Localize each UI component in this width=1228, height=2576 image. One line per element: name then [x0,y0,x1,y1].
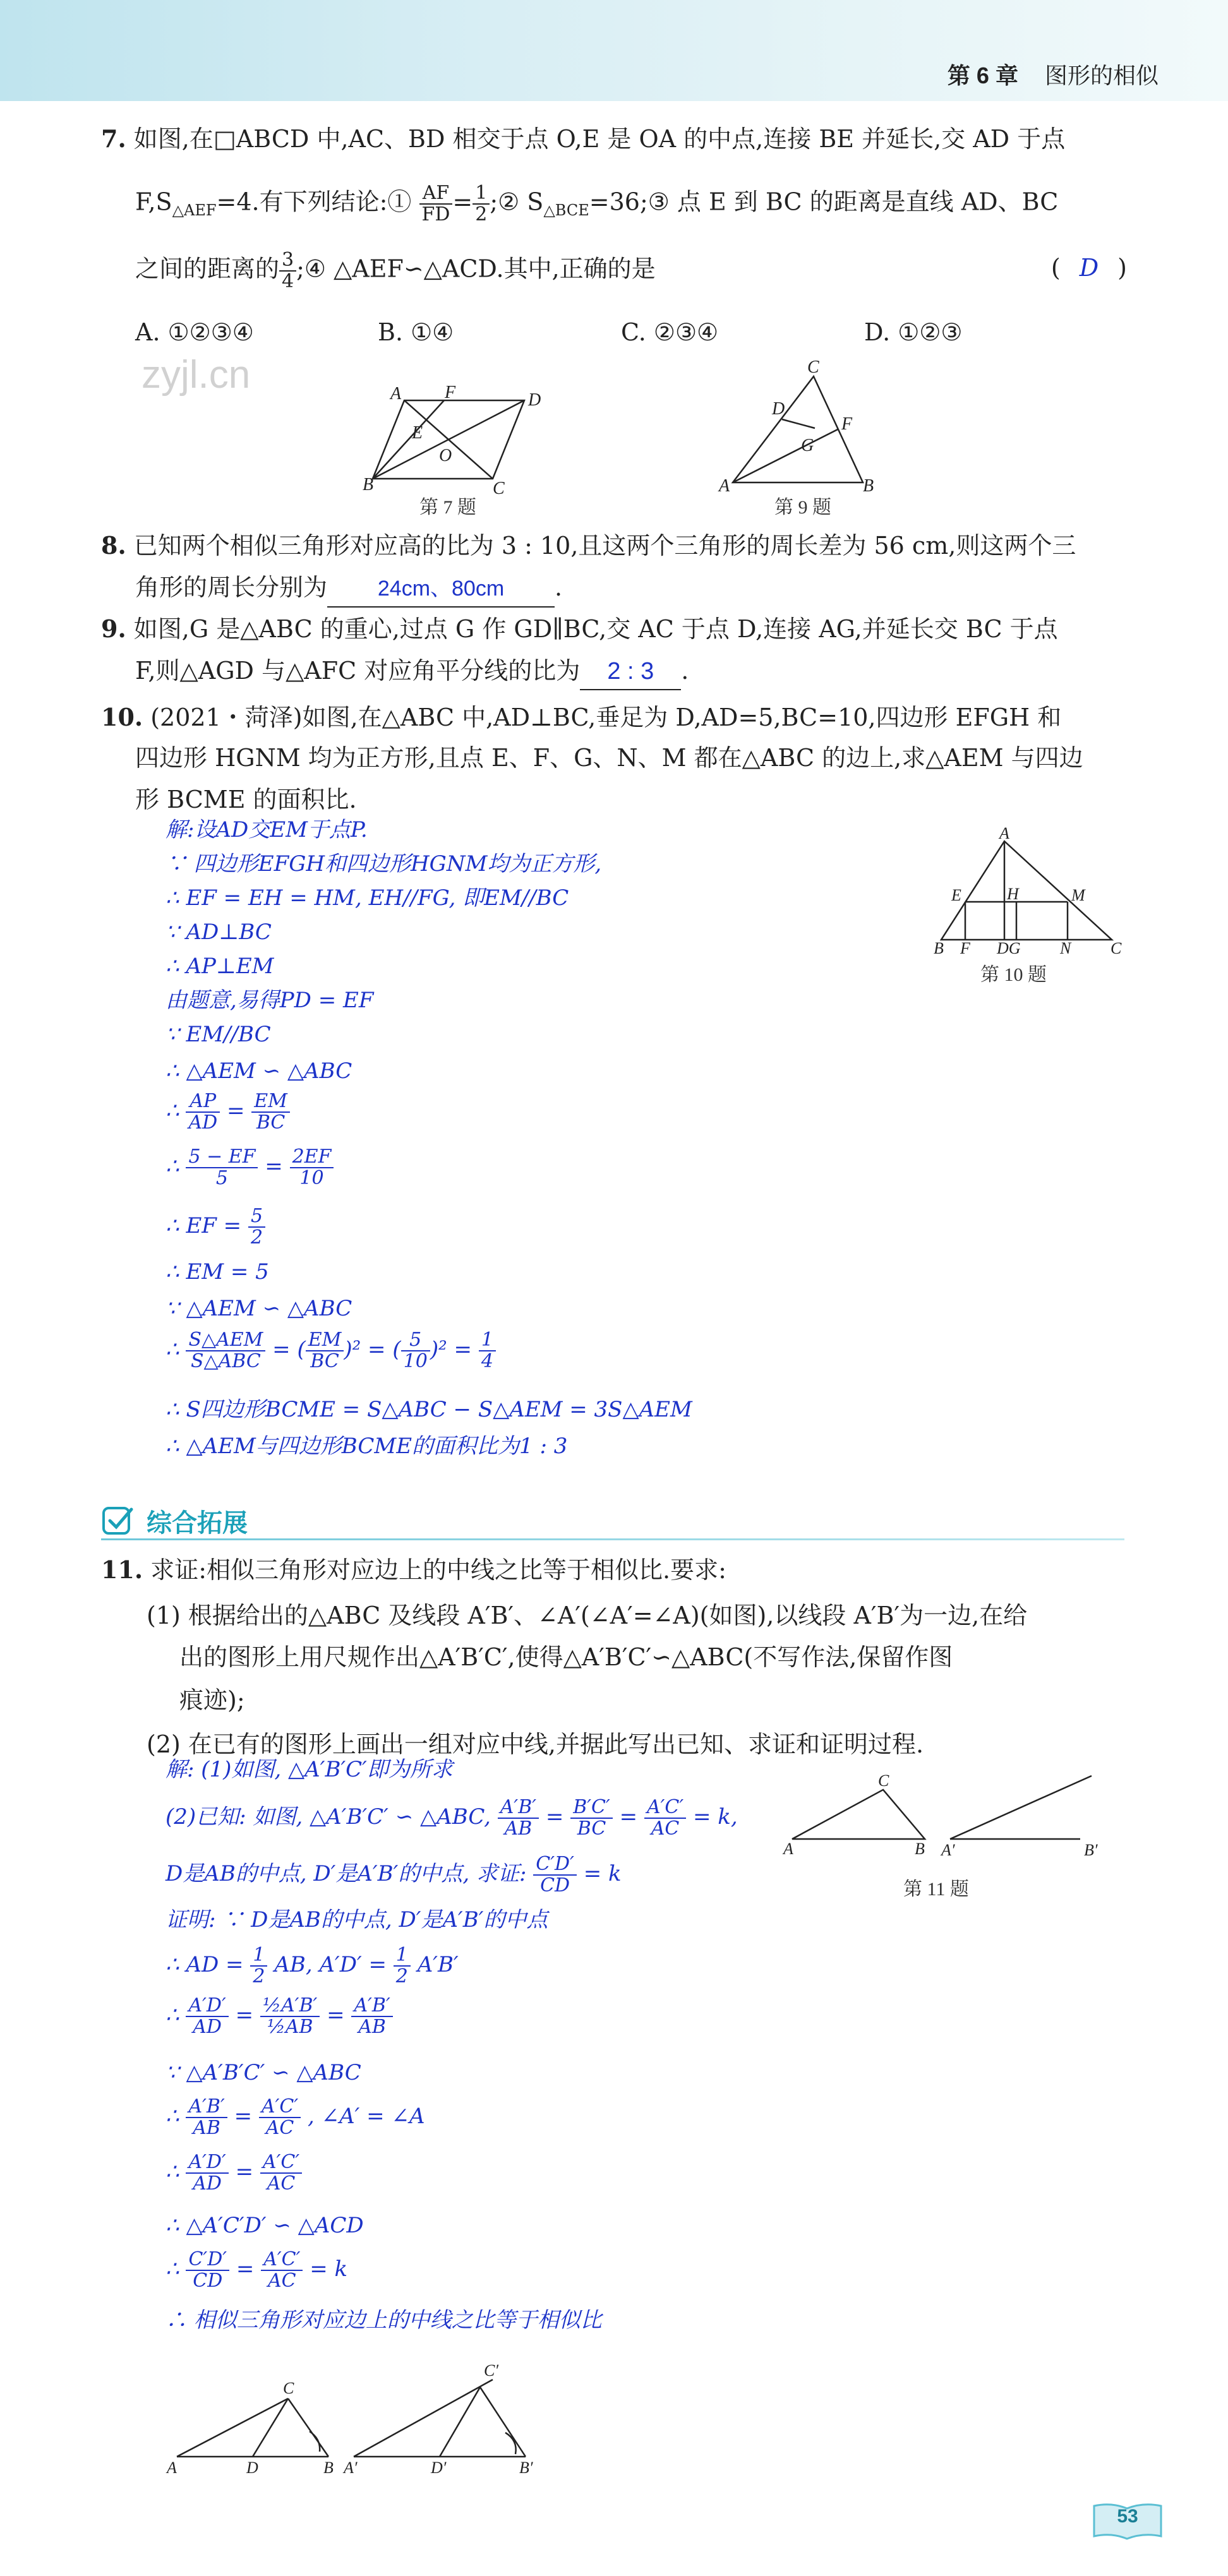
numerator: A′B′ [186,2097,227,2118]
fraction [186,2097,227,2138]
denominator: 2 [253,1965,265,1987]
denominator: AD [193,2172,222,2195]
fraction [401,1330,430,1372]
section-divider [101,1538,1124,1540]
label-d: D [772,399,785,419]
q7-subscript: △AEF [172,201,217,220]
denominator: AB [358,2016,386,2038]
label-e: E [951,886,961,904]
denominator: 2 [250,1226,263,1249]
equation-text: A′B′ [417,1952,459,1977]
q10-solution-line: ∴ $\frac{5 - EF}{5}$ = $\frac{2EF}{10}$ [166,1147,334,1189]
numerator: A′C′ [260,2152,302,2174]
fraction [306,1330,344,1372]
numerator: A′C′ [259,2097,301,2118]
therefore: ∴ [166,2256,179,2282]
paren-right: ) [1117,254,1127,282]
fraction [251,1091,290,1133]
q11-part2-line1: (2) 在已有的图形上画出一组对应中线,并据此写出已知、求证和证明过程. [147,1730,924,1758]
numerator: 3 [279,250,296,272]
fraction [419,183,453,225]
label-a-prime: A′ [344,2459,358,2477]
numerator: 1 [250,1945,267,1967]
numerator: A′C′ [644,1797,686,1819]
label-c: C [283,2379,294,2397]
fraction [290,1147,334,1189]
numerator: A′D′ [186,1996,228,2017]
numerator: 1 [479,1330,496,1351]
numerator: 5 [248,1206,265,1228]
equation-text: = k [310,2256,348,2282]
q10-solution-line: ∵ AD⊥BC [166,920,272,945]
denominator: BC [256,1111,286,1134]
q9-text: F,则△AGD 与△AFC 对应角平分线的比为 [135,657,581,685]
fraction [644,1797,686,1839]
label-dg: DG [997,939,1021,957]
label-c-prime: C′ [484,2361,499,2380]
q10-solution-line: ∵ EM//BC [166,1022,271,1047]
q10-solution-line [166,1330,496,1372]
therefore: ∴ [166,2159,179,2184]
q11-part1-line3: 痕迹); [179,1686,245,1714]
fraction [186,2152,228,2194]
denominator: AD [188,1111,218,1134]
numerator: B′C′ [570,1797,613,1819]
arc-mark [310,2431,320,2452]
q10-solution-line: 由题意,易得PD = EF [166,988,374,1013]
segment-bc [288,2399,328,2457]
question-number: 9. [101,614,126,643]
equation-text: = k [583,1861,622,1886]
label-b: B [915,1840,925,1858]
label-c: C [1111,939,1122,957]
q7-text: =36;③ 点 E 到 BC 的距离是直线 AD、BC [589,188,1059,216]
q8-answer: 24cm、80cm [327,571,555,608]
denominator: 4 [282,270,294,292]
q11-solution-line: ∴ $\frac{C'D'}{CD}$ = $\frac{A'C'}{AC}$ = k [166,2248,348,2292]
q11-solution-line: 证明: ∵ D是AB的中点, D′是A′B′的中点 [166,1907,548,1932]
figure-7-parallelogram [363,383,550,499]
segment-dg [782,419,815,428]
answer-bracket [1051,250,1127,285]
numerator: C′D′ [533,1854,577,1876]
label-a: A [783,1840,793,1858]
label-b-prime: B′ [519,2459,533,2477]
q7-text: F,S [135,188,172,216]
equation-text: (2)已知: 如图, △A′B′C′ ∽ △ABC, [166,1804,491,1830]
fraction [186,1996,228,2037]
q9-line1: 如图,G 是△ABC 的重心,过点 G 作 GD∥BC,交 AC 于点 D,连接 AG,并延长交 BC 于点 [133,615,1058,643]
numerator: 1 [394,1945,411,1967]
fraction [394,1945,411,1987]
figure-11-caption: 第 11 题 [903,1879,969,1900]
arc-mark [505,2433,516,2454]
numerator: ½A′B′ [260,1996,320,2017]
denominator: 10 [403,1350,428,1372]
denominator: AB [504,1818,533,1840]
q8-text: . [555,573,563,601]
q10-solution-line: ∴ S四边形BCME = S△ABC − S△AEM = 3S△AEM [166,1397,692,1422]
label-f: F [445,383,456,402]
figure-11 [783,1767,1124,1874]
label-o: O [439,446,452,465]
q11-solution-line [166,1854,622,1896]
label-n: N [1060,939,1071,957]
q7-line3 [135,250,1127,292]
question-11 [101,1552,1124,1588]
fraction [260,1996,320,2037]
question-number: 10. [101,703,143,731]
q7-option-c: C. ②③④ [621,318,719,346]
question-10 [101,700,1124,735]
q11-part1-line1: (1) 根据给出的△ABC 及线段 A′B′、∠A′(∠A′=∠A)(如图),以线段 A′B′为一边,在给 [147,1602,1028,1629]
segment-ac [177,2399,288,2457]
q7-option-b: B. ①④ [378,318,454,346]
equation-text: ∴ EF = [166,1213,242,1238]
label-b: B [863,476,874,496]
q7-subscript: △BCE [543,201,589,220]
numerator: 1 [473,183,490,205]
q10-line2: 四边形 HGNM 均为正方形,且点 E、F、G、N、M 都在△ABC 的边上,求△AEM 与四边 [135,744,1083,772]
label-e: E [412,423,423,443]
diagonal-bd [373,400,524,479]
numerator: AP [186,1091,220,1113]
segment-bf [373,400,444,479]
equation-text: , ∠A′ = ∠A [307,2104,425,2129]
equation-text: = k, [693,1804,738,1830]
numerator: A′D′ [186,2152,228,2174]
label-h: H [1007,885,1019,903]
fraction [186,1330,265,1372]
denominator: 2 [475,203,488,225]
therefore: ∴ [166,2003,179,2028]
q11-solution-line: ∴ $\frac{A'B'}{AB}$ = $\frac{A'C'}{AC}$ , ∠A′ = ∠A [166,2095,425,2139]
label-d: D [528,390,541,410]
label-b: B [934,939,944,957]
numerator: A′B′ [351,1996,392,2017]
therefore: ∴ [166,1154,179,1179]
q7-text: 之间的距离的 [135,255,280,283]
numerator: 5 − EF [186,1147,258,1168]
q10-solution-line: ∴ △AEM ∽ △ABC [166,1058,352,1084]
q9-text: . [681,657,689,685]
denominator: AB [193,2117,220,2139]
segment-af [733,429,838,482]
q11-solution-line: (2)已知: 如图, △A′B′C′ ∽ △ABC, $\frac{A'B'}{AB}$ = $\frac{B'C'}{BC}$ = $\frac{A'C'}{AC}$ = k, [166,1796,738,1840]
q7-text: =4.有下列结论:① [216,188,412,216]
q11-line1: 求证:相似三角形对应边上的中线之比等于相似比.要求: [150,1556,726,1584]
q7-text: ;② S [490,188,544,216]
therefore: ∴ [166,1098,179,1123]
equation-text: = ( [272,1337,306,1362]
q8-text: 角形的周长分别为 [135,573,328,601]
q11-solution-line: ∴ 相似三角形对应边上的中线之比等于相似比 [166,2308,602,2333]
q9-answer: 2 : 3 [580,654,681,690]
q10-solution-line: ∴ EF = EH = HM, EH//FG, 即EM//BC [166,885,569,911]
fraction [186,2250,229,2291]
denominator: CD [540,1874,570,1896]
q8-line1: 已知两个相似三角形对应高的比为 3 : 10,且这两个三角形的周长差为 56 cm,则这两个三 [133,532,1076,560]
label-b-prime: B′ [1084,1841,1098,1859]
chapter-header [948,58,1159,90]
check-icon [101,1504,139,1540]
label-a: A [999,824,1009,842]
q10-solution-line: ∴ AP⊥EM [166,954,274,979]
fraction [248,1206,265,1248]
q11-solution-line: ∵ △A′B′C′ ∽ △ABC [166,2060,361,2085]
q7-line2 [135,183,1159,228]
q11-solution-line: ∴ $\frac{A'D'}{AD}$ = $\frac{\text{½A′B′}}{\text{½AB}}$ = $\frac{A'B'}{AB}$ [166,1996,393,2037]
fraction [279,250,296,292]
denominator: 4 [481,1350,493,1372]
q10-line1: (2021・菏泽)如图,在△ABC 中,AD⊥BC,垂足为 D,AD=5,BC=10,四边形 EFGH 和 [150,704,1062,731]
equation-text: AB, A′D′ = [274,1952,387,1977]
figure-11-construction [164,2362,556,2476]
q7-option-d: D. ①②③ [864,318,963,346]
triangle-abc [792,1790,925,1839]
label-g: G [801,436,814,455]
q7-line1: 如图,在□ABCD 中,AC、BD 相交于点 O,E 是 OA 的中点,连接 BE 并延长,交 AD 于点 [133,125,1066,153]
numerator: EM [251,1091,290,1113]
page-number: 53 [1117,2506,1138,2527]
label-a: A [719,476,730,496]
segment-a-prime-c-prime [354,2380,493,2457]
denominator: 2 [395,1965,408,1987]
triangle-abc [941,841,1112,940]
q10-solution-line: ∵ △AEM ∽ △ABC [166,1296,352,1321]
therefore: ∴ [166,1337,179,1362]
q11-solution-line: ∴ $\frac{A'D'}{AD}$ = $\frac{A'C'}{AC}$ [166,2152,302,2194]
denominator: AC [268,2270,296,2292]
q10-solution-line: ∴ EM = 5 [166,1259,269,1285]
q7-text: ;④ △AEF∽△ACD.其中,正确的是 [296,255,656,283]
denominator: ½AB [267,2016,313,2038]
q10-solution-line: ∴ △AEM与四边形BCME的面积比为1 : 3 [166,1434,568,1459]
denominator: BC [310,1350,339,1372]
denominator: AC [651,1818,680,1840]
numerator: C′D′ [186,2250,229,2271]
figure-10-caption: 第 10 题 [980,964,1047,985]
equation-text: D是AB的中点, D′是A′B′的中点, 求证: [166,1861,527,1886]
figure-9-caption: 第 9 题 [774,497,831,518]
label-c: C [807,357,819,377]
fraction [570,1797,613,1839]
figure-7-caption: 第 7 题 [419,497,476,518]
label-c: C [878,1771,889,1790]
section-title: 综合拓展 [147,1509,248,1538]
denominator: AC [267,2172,296,2195]
q11-part1-line2: 出的图形上用尺规作出△A′B′C′,使得△A′B′C′∽△ABC(不写作法,保留作图 [179,1643,953,1671]
label-c: C [493,479,505,498]
label-a: A [390,384,402,404]
question-number: 8. [101,531,126,560]
fraction [250,1945,267,1987]
q7-answer: D [1079,254,1099,282]
fraction [498,1797,539,1839]
question-9 [101,611,1124,647]
numerator: AF [419,183,453,205]
numerator: A′C′ [261,2250,303,2271]
label-d: D [246,2459,258,2477]
fraction [259,2097,301,2138]
question-8 [101,528,1124,563]
segment-b-prime-c-prime [480,2387,526,2457]
denominator: AD [193,2016,222,2038]
fraction [533,1854,577,1896]
therefore: ∴ [166,2104,179,2129]
denominator: 5 [215,1167,228,1189]
label-b: B [323,2459,334,2477]
denominator: FD [421,203,450,225]
denominator: CD [193,2270,223,2292]
q11-solution-line [166,1945,459,1987]
fraction [351,1996,392,2037]
chapter-label: 第 6 章 [947,63,1018,88]
q7-option-a: A. ①②③④ [135,318,254,346]
numerator: 5 [401,1330,430,1351]
q10-solution-line: ∴ $\frac{AP}{AD}$ = $\frac{EM}{BC}$ [166,1091,290,1133]
equation-text: ∴ AD = [166,1952,244,1977]
q7-text: = [452,188,473,216]
fraction [260,2152,302,2194]
question-number: 11. [101,1555,143,1584]
denominator: BC [577,1818,606,1840]
numerator: EM [306,1330,344,1351]
label-a: A [167,2459,177,2477]
question-number: 7. [101,124,126,153]
denominator: 10 [299,1167,324,1189]
numerator: 2EF [290,1147,334,1168]
numerator: S△AEM [186,1330,265,1351]
question-7 [101,121,1124,157]
label-a-prime: A′ [941,1841,955,1859]
label-f: F [841,414,853,434]
q10-solution-line: 解:设AD交EM于点P. [166,817,368,842]
paren-left: ( [1050,254,1061,282]
numerator: A′B′ [498,1797,539,1819]
q9-line2 [135,653,689,690]
figure-10-triangle [929,824,1131,957]
q10-solution-line [166,1206,265,1248]
q8-line2 [135,570,562,608]
fraction [479,1330,496,1372]
fraction [186,1147,258,1189]
fraction [261,2250,303,2291]
q11-solution-line: ∴ △A′C′D′ ∽ △ACD [166,2213,364,2238]
fraction [186,1091,220,1133]
q10-solution-line: ∵ 四边形EFGH和四边形HGNM均为正方形, [166,851,602,877]
figure-9-triangle [720,359,891,498]
label-f: F [960,939,970,957]
q11-solution-line: 解: (1)如图, △A′B′C′即为所求 [166,1757,453,1782]
ray-angle-a-prime [950,1776,1092,1839]
denominator: AC [265,2117,294,2139]
watermark: zyjl.cn [141,353,251,397]
equation-text: )² = ( [344,1337,401,1362]
q10-line3: 形 BCME 的面积比. [135,786,357,813]
fraction [473,183,490,225]
chapter-title: 图形的相似 [1044,63,1159,88]
label-m: M [1071,886,1085,904]
label-d-prime: D′ [431,2459,447,2477]
equation-text: )² = [430,1337,473,1362]
label-b: B [363,475,374,494]
denominator: S△ABC [190,1350,261,1372]
